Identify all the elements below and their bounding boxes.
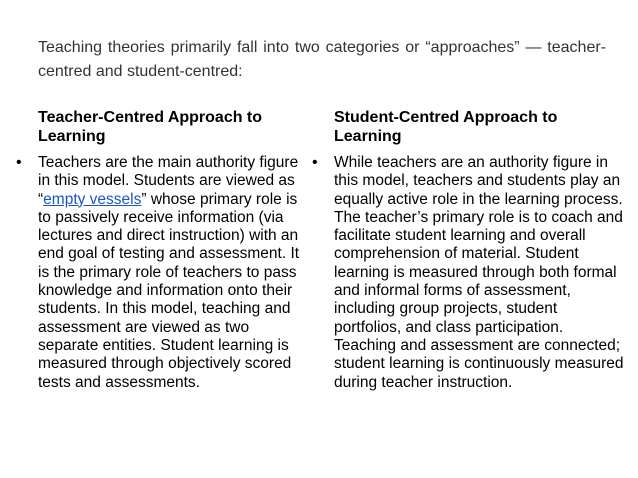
teacher-centred-text-start: Teachers are the main authority figure in this model. Students are viewed as “: [38, 154, 299, 208]
student-centred-heading: Student-Centred Approach to Learning: [334, 109, 558, 145]
teacher-centred-column: [16, 108, 306, 392]
teacher-centred-heading: Teacher-Centred Approach to Learning: [38, 109, 263, 145]
student-centred-column: [312, 108, 626, 392]
teacher-centred-bullet: [16, 154, 306, 392]
student-centred-text: While teachers are an authority figure in this model, teachers and students play an equally active role in the learning process. The teacher’s primary role is to coach and facilitate student learning and overall comprehension of material. Student learning is measured through both formal and informal forms of assessment, including group projects, student portfolios, and class participation. Teaching and assessment are connected; student learning is continuously measured during teacher instruction.: [334, 154, 624, 391]
student-centred-bullet: [312, 154, 626, 392]
empty-vessels-link[interactable]: empty vessels: [43, 190, 142, 208]
bullet-icon: •: [312, 154, 318, 171]
teacher-centred-text: [38, 154, 306, 392]
teacher-centred-text-end: ” whose primary role is to passively receive information (via lectures and direct instruction) with an end goal of testing and assessment. It is the primary role of teachers to pass knowledge and information onto their students. In this model, teaching and assessment are viewed as two separate entities. Student learning is measured through objectively scored tests and assessments.: [38, 190, 300, 391]
intro-paragraph: Teaching theories primarily fall into two categories or “approaches” — teacher-centred and student-centred:: [38, 39, 606, 80]
bullet-icon: •: [16, 154, 22, 171]
